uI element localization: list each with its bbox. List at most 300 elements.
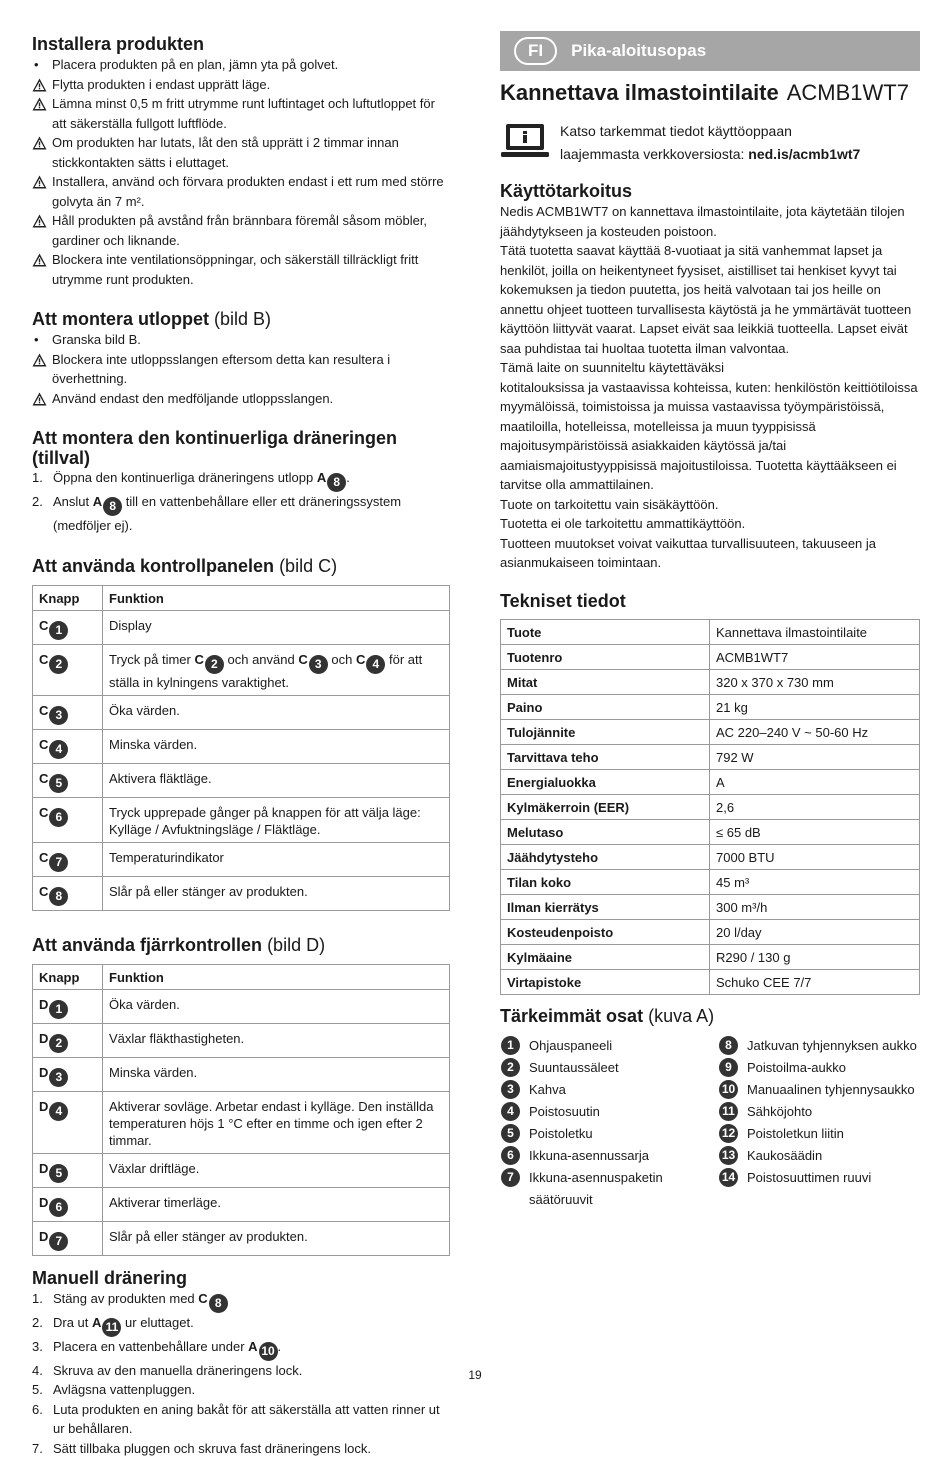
figure-letter: C [39, 618, 48, 633]
table-row [33, 1221, 450, 1255]
function-text: Minska värden. [109, 1065, 197, 1080]
function-cell [103, 1221, 450, 1255]
document-title [500, 80, 920, 106]
spec-label: Paino [501, 694, 710, 719]
step-text-a: Skruva av den manuella dräneringens lock. [53, 1363, 302, 1378]
step-number: 2. [32, 492, 53, 512]
spec-label: Tulojännite [501, 719, 710, 744]
step-number: 5. [32, 1380, 53, 1400]
spec-value: 300 m³/h [710, 894, 920, 919]
spec-label: Melutaso [501, 819, 710, 844]
step-text [53, 492, 450, 536]
list-item [500, 1035, 718, 1057]
table-row [501, 819, 920, 844]
purpose-paragraph: Tämä laite on suunniteltu käytettäväksi [500, 358, 920, 378]
figure-letter: D [39, 997, 48, 1012]
manual-step [32, 1400, 450, 1439]
spec-label: Kylmäaine [501, 944, 710, 969]
column-header-function: Funktion [103, 964, 450, 989]
table-row [33, 876, 450, 910]
part-number-badge: 8 [103, 497, 122, 516]
step-text-a: Öppna den kontinuerliga dräneringens utlopp [53, 470, 313, 485]
part-number-badge: 8 [719, 1036, 738, 1055]
table-row [33, 1187, 450, 1221]
online-manual-note [500, 120, 920, 166]
step-text-a: Avlägsna vattenpluggen. [53, 1382, 195, 1397]
table-header-row [33, 585, 450, 610]
warning-item [32, 133, 450, 172]
spec-value: Kannettava ilmastointilaite [710, 619, 920, 644]
manual-step [32, 1313, 450, 1337]
remote-section [32, 935, 450, 1256]
figure-letter: C [39, 805, 48, 820]
warning-icon [32, 75, 52, 92]
table-row [33, 1023, 450, 1057]
table-row [33, 729, 450, 763]
function-cell [103, 1023, 450, 1057]
button-number-badge: 3 [309, 655, 328, 674]
function-cell [103, 989, 450, 1023]
table-row [33, 1057, 450, 1091]
function-text: Slår på eller stänger av produkten. [109, 1229, 308, 1244]
part-number-badge: 10 [259, 1342, 278, 1361]
online-manual-text [560, 120, 860, 166]
part-number-badge: 6 [501, 1146, 520, 1165]
part-number-badge: 8 [327, 473, 346, 492]
figure-letter: D [39, 1099, 48, 1114]
panel-heading-text: Att använda kontrollpanelen [32, 556, 274, 576]
manual-step [32, 1337, 450, 1361]
spec-label: Virtapistoke [501, 969, 710, 994]
part-number-badge: 11 [102, 1318, 121, 1337]
button-number-badge: 4 [49, 1102, 68, 1121]
key-cell [33, 644, 103, 695]
table-row [501, 969, 920, 994]
function-cell [103, 695, 450, 729]
part-number-badge: 2 [501, 1058, 520, 1077]
key-cell [33, 797, 103, 842]
outlet-list [32, 330, 450, 408]
spec-value: 2,6 [710, 794, 920, 819]
tech-heading: Tekniset tiedot [500, 591, 920, 612]
button-number-badge: 4 [49, 740, 68, 759]
table-row [501, 644, 920, 669]
outlet-heading-text: Att montera utloppet [32, 309, 209, 329]
table-row [33, 644, 450, 695]
figure-letter: A [248, 1339, 257, 1354]
parts-list [500, 1035, 920, 1211]
table-row [501, 669, 920, 694]
list-item [718, 1101, 918, 1123]
manual-section [32, 1268, 450, 1458]
function-text: och använd [228, 652, 295, 667]
remote-heading [32, 935, 450, 956]
step-number: 3. [32, 1337, 53, 1357]
function-text: Aktivera fläktläge. [109, 771, 212, 786]
table-row [33, 842, 450, 876]
part-name: Ikkuna-asennuspaketin säätöruuvit [529, 1167, 718, 1211]
list-item [718, 1123, 918, 1145]
function-cell [103, 610, 450, 644]
step-text-b: till en vattenbehållare eller ett dräneringssystem (medföljer ej). [53, 494, 401, 533]
spec-value: 20 l/day [710, 919, 920, 944]
part-name: Poistoilma-aukko [747, 1057, 918, 1079]
spec-label: Energialuokka [501, 769, 710, 794]
part-name: Ohjauspaneeli [529, 1035, 718, 1057]
step-text-b: . [278, 1339, 282, 1354]
spec-value: A [710, 769, 920, 794]
step-number: 1. [32, 1289, 53, 1309]
part-number-badge: 5 [501, 1124, 520, 1143]
install-section [32, 34, 450, 289]
key-cell [33, 610, 103, 644]
manual-step [32, 1439, 450, 1458]
table-row [33, 989, 450, 1023]
table-row [501, 619, 920, 644]
warning-icon [32, 133, 52, 150]
figure-letter: D [39, 1229, 48, 1244]
spec-value: 45 m³ [710, 869, 920, 894]
figure-letter: A [92, 1315, 101, 1330]
figure-letter: D [39, 1065, 48, 1080]
part-number-badge: 1 [501, 1036, 520, 1055]
drain-step-1 [32, 468, 450, 492]
function-text: Tryck på timer [109, 652, 191, 667]
install-heading: Installera produkten [32, 34, 450, 55]
item-text: Blockera inte utloppsslangen eftersom detta kan resultera i överhettning. [52, 350, 450, 389]
spec-label: Tuote [501, 619, 710, 644]
warning-item [32, 94, 450, 133]
bullet-item [32, 330, 450, 350]
purpose-text [500, 202, 920, 573]
list-item [500, 1145, 718, 1167]
function-text: Växlar driftläge. [109, 1161, 199, 1176]
part-number-badge: 13 [719, 1146, 738, 1165]
language-banner [500, 31, 920, 71]
purpose-section [500, 181, 920, 573]
bullet-icon: • [32, 55, 52, 75]
function-cell [103, 842, 450, 876]
manual-step [32, 1289, 450, 1313]
step-text-a: Dra ut [53, 1315, 88, 1330]
function-cell [103, 1187, 450, 1221]
button-number-badge: 7 [49, 1232, 68, 1251]
figure-letter: C [356, 652, 365, 667]
warning-item [32, 172, 450, 211]
step-number: 7. [32, 1439, 53, 1458]
tech-spec-table [500, 619, 920, 995]
purpose-paragraph: Tuotetta ei ole tarkoitettu ammattikäyttöön. [500, 514, 920, 534]
table-row [501, 919, 920, 944]
spec-label: Tuotenro [501, 644, 710, 669]
key-cell [33, 1153, 103, 1187]
parts-heading-text: Tärkeimmät osat [500, 1006, 643, 1026]
figure-letter: C [39, 652, 48, 667]
function-cell [103, 644, 450, 695]
key-cell [33, 729, 103, 763]
item-text: Använd endast den medföljande utloppsslangen. [52, 389, 450, 409]
function-text: Aktiverar sovläge. Arbetar endast i kylläge. Den inställda temperaturen höjs 1 °C efter en timme och igen efter 2 timmar. [109, 1099, 433, 1148]
figure-letter: C [194, 652, 203, 667]
function-text: Temperaturindikator [109, 850, 224, 865]
spec-value: 21 kg [710, 694, 920, 719]
step-text [53, 468, 450, 492]
table-row [501, 769, 920, 794]
list-item [500, 1101, 718, 1123]
step-number: 1. [32, 468, 53, 488]
table-row [33, 797, 450, 842]
page-number: 19 [0, 1366, 950, 1386]
item-text: Håll produkten på avstånd från brännbara föremål såsom möbler, gardiner och liknande. [52, 211, 450, 250]
part-name: Ikkuna-asennussarja [529, 1145, 718, 1167]
table-row [501, 944, 920, 969]
column-header-function: Funktion [103, 585, 450, 610]
function-text: och [331, 652, 352, 667]
function-text: Växlar fläkthastigheten. [109, 1031, 244, 1046]
list-item [718, 1057, 918, 1079]
part-number-badge: 9 [719, 1058, 738, 1077]
item-text: Lämna minst 0,5 m fritt utrymme runt luftintaget och luftutloppet för att säkerställa fullgott luftflöde. [52, 94, 450, 133]
part-number-badge: 10 [719, 1080, 738, 1099]
purpose-paragraph: Nedis ACMB1WT7 on kannettava ilmastointilaite, jota käytetään tilojen jäähdytykseen ja kosteuden poistoon. [500, 202, 920, 241]
figure-letter: C [198, 1291, 207, 1306]
drain-section [32, 428, 450, 536]
function-text: Minska värden. [109, 737, 197, 752]
purpose-paragraph: Tuote on tarkoitettu vain sisäkäyttöön. [500, 495, 920, 515]
button-number-badge: 2 [49, 655, 68, 674]
parts-column-1 [500, 1035, 718, 1211]
spec-label: Tarvittava teho [501, 744, 710, 769]
figure-letter: C [39, 771, 48, 786]
function-text: Tryck upprepade gånger på knappen för att välja läge: Kylläge / Avfuktningsläge / Fläktläge. [109, 805, 421, 837]
part-name: Jatkuvan tyhjennyksen aukko [747, 1035, 918, 1057]
list-item [718, 1079, 918, 1101]
table-row [33, 763, 450, 797]
step-number: 6. [32, 1400, 53, 1420]
figure-letter: C [39, 703, 48, 718]
step-text-b: ur eluttaget. [125, 1315, 194, 1330]
table-row [33, 1153, 450, 1187]
warning-item [32, 350, 450, 389]
warning-item [32, 250, 450, 289]
table-row [501, 694, 920, 719]
spec-label: Jäähdytysteho [501, 844, 710, 869]
button-number-badge: 1 [49, 1000, 68, 1019]
table-row [501, 894, 920, 919]
part-name: Poistoletkun liitin [747, 1123, 918, 1145]
manual-link[interactable]: ned.is/acmb1wt7 [748, 146, 860, 162]
part-number-badge: 14 [719, 1168, 738, 1187]
key-cell [33, 1091, 103, 1153]
step-text-end: . [346, 470, 350, 485]
control-panel-table [32, 585, 450, 911]
spec-value: AC 220–240 V ~ 50-60 Hz [710, 719, 920, 744]
part-name: Poistosuuttimen ruuvi [747, 1167, 918, 1189]
item-text: Om produkten har lutats, låt den stå upprätt i 2 timmar innan stickkontakten sätts i eluttaget. [52, 133, 450, 172]
parts-section [500, 1006, 920, 1211]
spec-value: Schuko CEE 7/7 [710, 969, 920, 994]
button-number-badge: 2 [49, 1034, 68, 1053]
column-header-key: Knapp [33, 964, 103, 989]
panel-heading [32, 556, 450, 577]
figure-letter: A [93, 494, 102, 509]
column-header-key: Knapp [33, 585, 103, 610]
parts-heading [500, 1006, 920, 1027]
finnish-column [500, 31, 920, 1211]
part-name: Kaukosäädin [747, 1145, 918, 1167]
item-text: Blockera inte ventilationsöppningar, och säkerställ tillräckligt fritt utrymme runt produkten. [52, 250, 450, 289]
function-text: Slår på eller stänger av produkten. [109, 884, 308, 899]
function-cell [103, 876, 450, 910]
part-name: Suuntaussäleet [529, 1057, 718, 1079]
table-row [501, 719, 920, 744]
part-number-badge: 7 [501, 1168, 520, 1187]
button-number-badge: 5 [49, 774, 68, 793]
list-item [718, 1167, 918, 1189]
button-number-badge: 2 [205, 655, 224, 674]
language-code-badge: FI [514, 37, 557, 65]
list-item [500, 1079, 718, 1101]
outlet-section [32, 309, 450, 408]
table-row [33, 1091, 450, 1153]
purpose-heading: Käyttötarkoitus [500, 181, 920, 202]
info-line-2 [560, 143, 860, 166]
key-cell [33, 1057, 103, 1091]
panel-heading-suffix: (bild C) [279, 556, 337, 576]
figure-letter: D [39, 1031, 48, 1046]
part-name: Sähköjohto [747, 1101, 918, 1123]
key-cell [33, 1221, 103, 1255]
banner-title: Pika-aloitusopas [571, 41, 706, 61]
panel-section [32, 556, 450, 911]
spec-value: ≤ 65 dB [710, 819, 920, 844]
step-text-a: Anslut [53, 494, 89, 509]
warning-icon [32, 250, 52, 267]
list-item [500, 1167, 718, 1211]
purpose-paragraph: Tuotteen muutokset voivat vaikuttaa turvallisuuteen, takuuseen ja asianmukaiseen toimintaan. [500, 534, 920, 573]
list-item [500, 1123, 718, 1145]
figure-letter: D [39, 1161, 48, 1176]
step-text-a: Luta produkten en aning bakåt för att säkerställa att vatten rinner ut ur behållaren. [53, 1402, 440, 1437]
button-number-badge: 1 [49, 621, 68, 640]
drain-heading: Att montera den kontinuerliga dräneringen (tillval) [32, 428, 450, 468]
function-cell [103, 1153, 450, 1187]
key-cell [33, 1187, 103, 1221]
button-number-badge: 3 [49, 706, 68, 725]
spec-label: Mitat [501, 669, 710, 694]
button-number-badge: 8 [49, 887, 68, 906]
list-item [718, 1035, 918, 1057]
figure-letter: C [39, 884, 48, 899]
part-number-badge: 4 [501, 1102, 520, 1121]
button-number-badge: 4 [366, 655, 385, 674]
spec-label: Ilman kierrätys [501, 894, 710, 919]
warning-icon [32, 211, 52, 228]
function-cell [103, 729, 450, 763]
spec-value: R290 / 130 g [710, 944, 920, 969]
warning-icon [32, 350, 52, 367]
function-text: för att ställa in kylningens varaktighet. [109, 652, 422, 690]
remote-heading-text: Att använda fjärrkontrollen [32, 935, 262, 955]
function-cell [103, 1057, 450, 1091]
warning-item [32, 75, 450, 95]
spec-label: Tilan koko [501, 869, 710, 894]
table-row [501, 869, 920, 894]
button-number-badge: 5 [49, 1164, 68, 1183]
function-text: Aktiverar timerläge. [109, 1195, 221, 1210]
list-item [500, 1057, 718, 1079]
item-text: Flytta produkten i endast upprätt läge. [52, 75, 450, 95]
button-number-badge: 6 [49, 1198, 68, 1217]
part-name: Manuaalinen tyhjennysaukko [747, 1079, 918, 1101]
key-cell [33, 989, 103, 1023]
remote-heading-suffix: (bild D) [267, 935, 325, 955]
item-text: Installera, använd och förvara produkten endast i ett rum med större golvyta än 7 m². [52, 172, 450, 211]
purpose-paragraph: majoitusympäristöissä asiakkaiden käytössä ja/tai aamiaismajoitustyyppisissä majoitustiloissa. Tuotetta käyttääkseen ei tarvitse olla ammattilainen. [500, 436, 920, 495]
table-row [33, 610, 450, 644]
step-text-a: Stäng av produkten med [53, 1291, 195, 1306]
remote-table [32, 964, 450, 1256]
bullet-icon: • [32, 330, 52, 350]
part-number-badge: 3 [501, 1080, 520, 1099]
warning-icon [32, 389, 52, 406]
part-number-badge: 8 [209, 1294, 228, 1313]
parts-column-2 [718, 1035, 918, 1211]
table-row [33, 695, 450, 729]
figure-letter: D [39, 1195, 48, 1210]
button-number-badge: 6 [49, 808, 68, 827]
item-text: Placera produkten på en plan, jämn yta på golvet. [52, 55, 450, 75]
table-row [501, 744, 920, 769]
function-cell [103, 797, 450, 842]
part-name: Poistosuutin [529, 1101, 718, 1123]
table-header-row [33, 964, 450, 989]
step-number: 2. [32, 1313, 53, 1333]
spec-label: Kylmäkerroin (EER) [501, 794, 710, 819]
key-cell [33, 842, 103, 876]
step-text-a: Placera en vattenbehållare under [53, 1339, 245, 1354]
step-text [53, 1313, 450, 1337]
model-number: ACMB1WT7 [787, 80, 909, 105]
item-text: Granska bild B. [52, 330, 450, 350]
step-text [53, 1289, 450, 1313]
step-text [53, 1439, 450, 1458]
purpose-paragraph: Tätä tuotetta saavat käyttää 8-vuotiaat ja sitä vanhemmat lapset ja henkilöt, joilla on heikentyneet fyysiset, aistilliset tai henkiset kyvyt tai kokemuksen ja tiedon puutetta, jos heitä valvotaan tai jos heille on annettu ohjeet tuotteen turvallisesta käytöstä ja he ymmärtävät tuotteen käyttöön liittyvät vaarat. Lapset eivät saa leikkiä tuotteella. Lapset eivät saa puhdistaa tai huoltaa tuotetta ilman valvontaa. [500, 241, 920, 358]
warning-item [32, 389, 450, 409]
spec-value: 792 W [710, 744, 920, 769]
spec-value: 320 x 370 x 730 mm [710, 669, 920, 694]
key-cell [33, 763, 103, 797]
warning-item [32, 211, 450, 250]
manual-heading: Manuell dränering [32, 1268, 450, 1289]
key-cell [33, 1023, 103, 1057]
spec-value: 7000 BTU [710, 844, 920, 869]
key-cell [33, 695, 103, 729]
step-text [53, 1337, 450, 1361]
spec-label: Kosteudenpoisto [501, 919, 710, 944]
figure-letter: A [317, 470, 326, 485]
info-line-2-text: laajemmasta verkkoversiosta: [560, 146, 744, 162]
part-name: Poistoletku [529, 1123, 718, 1145]
table-row [501, 844, 920, 869]
table-row [501, 794, 920, 819]
step-number: 4. [32, 1361, 53, 1381]
laptop-info-icon [500, 120, 550, 166]
part-name: Kahva [529, 1079, 718, 1101]
swedish-column [32, 34, 450, 1458]
figure-letter: C [298, 652, 307, 667]
outlet-heading [32, 309, 450, 330]
